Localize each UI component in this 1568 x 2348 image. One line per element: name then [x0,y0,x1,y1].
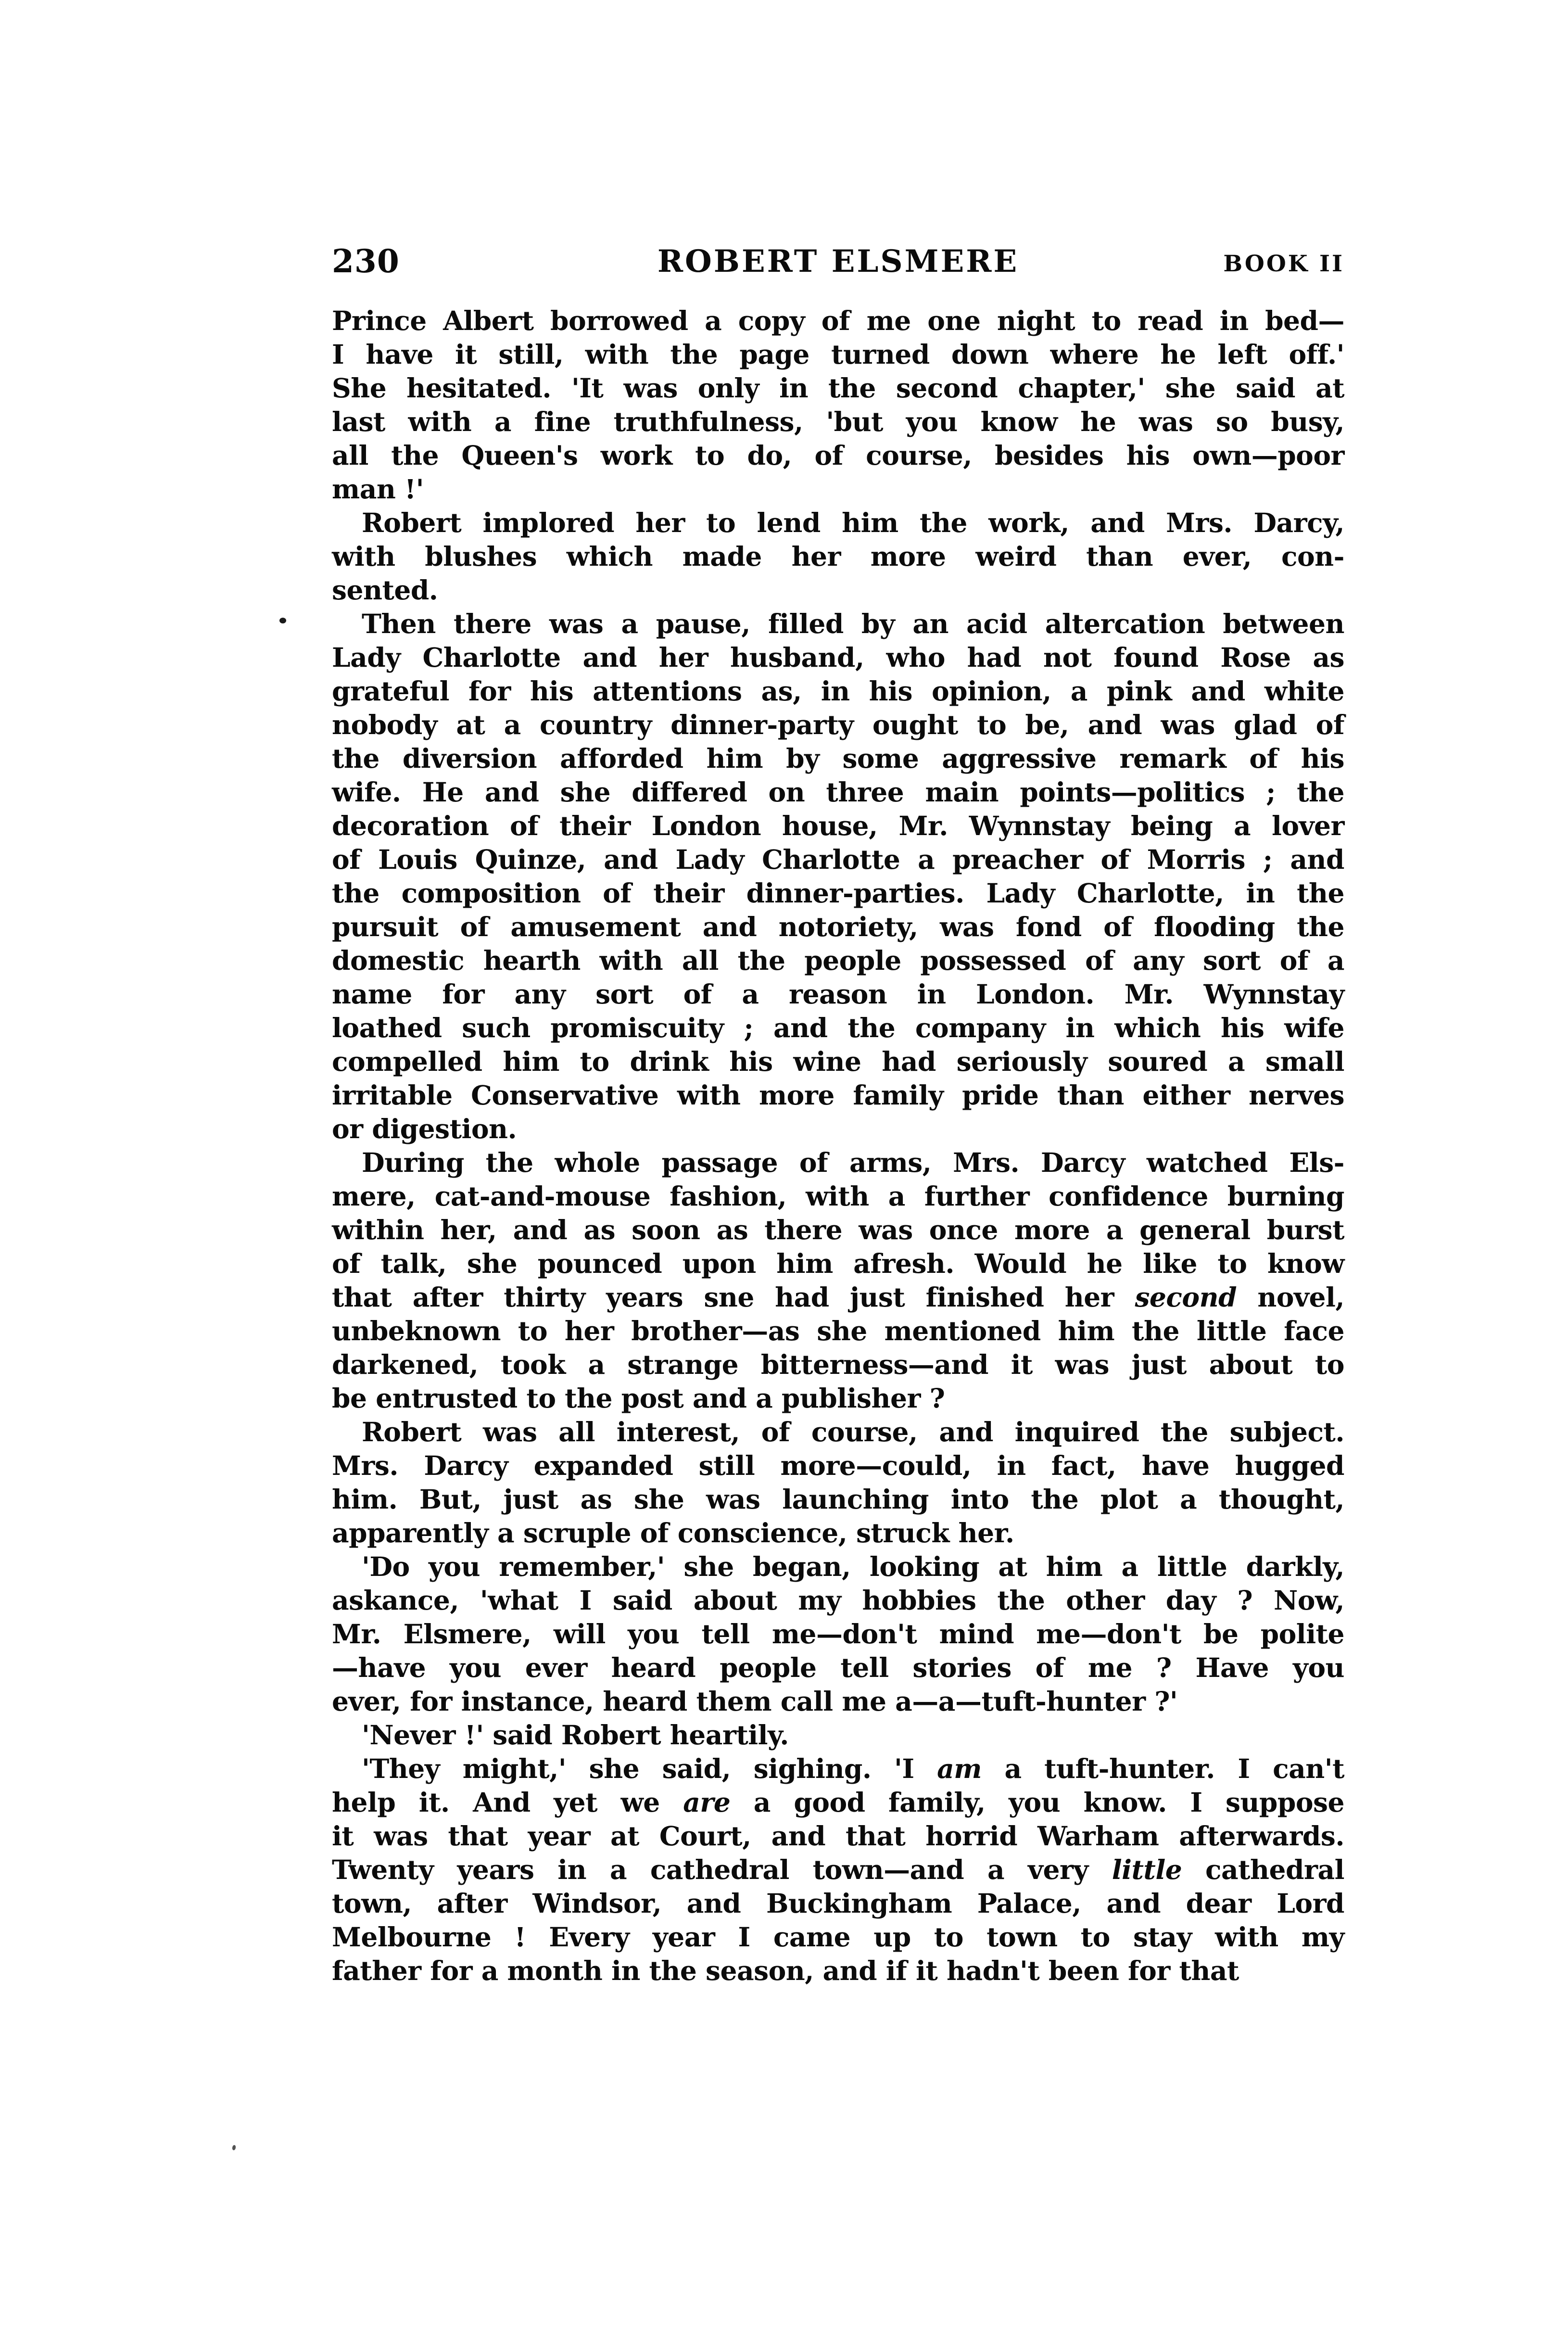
text-line: Then there was a pause, filled by an acid altercation between [362,608,1344,639]
text-line: help it. And yet we are a good family, you know. I suppose [332,1787,1344,1818]
ink-speck [232,2145,236,2150]
text-line: 'Do you remember,' she began, looking at him a little darkly, [362,1551,1344,1582]
page-body [332,304,1344,1988]
text-line: mere, cat-and-mouse fashion, with a further confidence burning [332,1180,1344,1212]
running-title: ROBERT ELSMERE [657,243,1019,279]
text-line: man !' [332,473,424,505]
text-line: the diversion afforded him by some aggressive remark of his [332,743,1344,774]
text-line: decoration of their London house, Mr. Wynnstay being a lover [332,810,1344,841]
text-line: pursuit of amusement and notoriety, was fond of flooding the [332,911,1344,942]
text-line: Mrs. Darcy expanded still more—could, in fact, have hugged [332,1450,1344,1481]
text-line: —have you ever heard people tell stories of me ? Have you [332,1652,1344,1683]
text-line: Twenty years in a cathedral town—and a very little cathedral [332,1854,1345,1885]
text-line: Melbourne ! Every year I came up to town to stay with my [332,1921,1344,1953]
text-line: the composition of their dinner-parties. Lady Charlotte, in the [332,877,1344,909]
text-line: be entrusted to the post and a publisher ? [332,1383,945,1414]
text-line: name for any sort of a reason in London. Mr. Wynnstay [332,978,1344,1010]
text-line: unbeknown to her brother—as she mentioned him the little face [332,1315,1344,1346]
text-line: grateful for his attentions as, in his opinion, a pink and white [332,675,1344,707]
text-line: it was that year at Court, and that horrid Warham afterwards. [332,1820,1344,1852]
text-line: wife. He and she differed on three main points—politics ; the [332,776,1344,808]
text-line: domestic hearth with all the people possessed of any sort of a [332,945,1344,976]
text-line: I have it still, with the page turned down where he left off.' [332,339,1344,370]
text-line: loathed such promiscuity ; and the company in which his wife [332,1012,1344,1043]
text-line: 'They might,' she said, sighing. 'I am a tuft-hunter. I can't [362,1753,1344,1784]
text-line: nobody at a country dinner-party ought to be, and was glad of [332,709,1344,740]
text-line: askance, 'what I said about my hobbies the other day ? Now, [332,1585,1344,1616]
text-line: Prince Albert borrowed a copy of me one night to read in bed— [332,305,1344,336]
page-number: 230 [332,242,400,280]
running-head [332,241,1344,280]
text-line: him. But, just as she was launching into the plot a thought, [332,1484,1344,1515]
text-line: sented. [332,574,438,606]
text-line: darkened, took a strange bitterness—and it was just about to [332,1349,1344,1380]
text-line: Mr. Elsmere, will you tell me—don't mind me—don't be polite [332,1618,1344,1650]
text-line: father for a month in the season, and if it hadn't been for that [332,1955,1239,1986]
text-line: that after thirty years sne had just finished her second novel, [332,1282,1344,1313]
text-line: with blushes which made her more weird than ever, con- [332,541,1344,572]
text-line: irritable Conservative with more family pride than either nerves [332,1079,1344,1111]
text-line: Lady Charlotte and her husband, who had not found Rose as [332,642,1344,673]
text-line: within her, and as soon as there was once more a general burst [332,1214,1344,1245]
text-line: or digestion. [332,1113,517,1144]
text-line: She hesitated. 'It was only in the second chapter,' she said at [332,372,1344,404]
text-line: compelled him to drink his wine had seriously soured a small [332,1046,1344,1077]
text-line: During the whole passage of arms, Mrs. Darcy watched Els- [362,1147,1344,1178]
text-line: of talk, she pounced upon him afresh. Would he like to know [332,1248,1344,1279]
ink-speck [279,618,286,623]
text-line: Robert implored her to lend him the work, and Mrs. Darcy, [362,507,1344,538]
text-line: of Louis Quinze, and Lady Charlotte a preacher of Morris ; and [332,844,1344,875]
text-line: last with a fine truthfulness, 'but you know he was so busy, [332,406,1344,437]
text-line: ever, for instance, heard them call me a—a—tuft-hunter ?' [332,1686,1178,1717]
text-line: 'Never !' said Robert heartily. [362,1719,789,1751]
text-line: apparently a scruple of conscience, struck her. [332,1517,1014,1548]
text-line: town, after Windsor, and Buckingham Palace, and dear Lord [332,1888,1344,1919]
text-block [332,241,1344,1988]
text-line: all the Queen's work to do, of course, besides his own—poor [332,440,1344,471]
text-line: Robert was all interest, of course, and inquired the subject. [362,1416,1344,1447]
book-label: BOOK II [1223,251,1344,277]
